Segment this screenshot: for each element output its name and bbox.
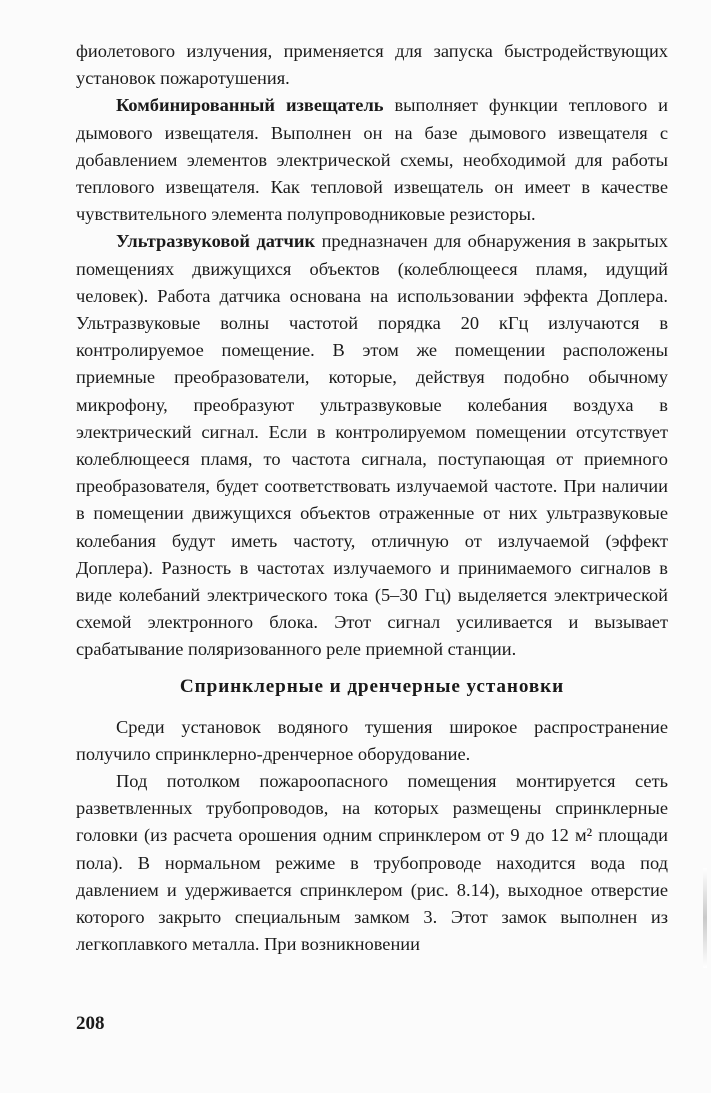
paragraph-ultrasonic-sensor-text: предназначен для обнаружения в закрытых помещениях движущихся объектов (колеблющееся пламя, идущий человек). Работа датчика основана на использовании эффекта Доплера. Ультразвуковые волны частотой порядка 20 кГц излучаются в контролируемое помещение. В этом же помещении расположены приемные преобразователи, которые, действуя подобно обычному микрофону, преобразуют ультразвуковые колебания воздуха в электрический сигнал. Если в контролируемом помещении отсутствует колеблющееся пламя, то частота сигнала, поступающая от приемного преобразователя, будет соответствовать излучаемой частоте. При наличии в помещении движущихся объектов отраженные от них ультразвуковые колебания будут иметь частоту, отличную от излучаемой (эффект Доплера). Разность в частотах излучаемого и принимаемого сигналов в виде колебаний электрического тока (5–30 Гц) выделяется электрической схемой электронного блока. Этот сигнал усиливается и вызывает срабатывание поляризованного реле приемной станции. — [76, 231, 668, 660]
paragraph-5: Под потолком пожароопасного помещения монтируется сеть разветвленных трубопроводов, на которых размещены спринклерные головки (из расчета орошения одним спринклером от 9 до 12 м² площади пола). В нормальном режиме в трубопроводе находится вода под давлением и удерживается спринклером (рис. 8.14), выходное отверстие которого закрыто специальным замком 3. Этот замок выполнен из легкоплавкого металла. При возникновении — [76, 771, 668, 955]
section-heading: Спринклерные и дренчерные установки — [179, 675, 565, 697]
paragraph-combined-detector-text: выполняет функции теплового и дымового извещателя. Выполнен он на базе дымового извещателя с добавлением элементов электрической схемы, необходимой для работы теплового извещателя. Как тепловой извещатель он имеет в качестве чувствительного элемента полупроводниковые резисторы. — [76, 95, 668, 225]
paragraph-combined-detector — [76, 92, 668, 228]
term-combined-detector: Комбинированный извещатель — [116, 95, 384, 116]
page-edge-shadow — [703, 868, 707, 968]
paragraph-1: фиолетового излучения, применяется для запуска быстродействующих установок пожаротушения. — [76, 41, 668, 89]
paragraph-ultrasonic-sensor — [76, 228, 668, 663]
term-ultrasonic-sensor: Ультразвуковой датчик — [116, 231, 316, 252]
page-body — [76, 38, 668, 959]
paragraph-4: Среди установок водяного тушения широкое распространение получило спринклерно-дренчерное оборудование. — [76, 716, 668, 764]
page-number: 208 — [76, 1013, 105, 1034]
